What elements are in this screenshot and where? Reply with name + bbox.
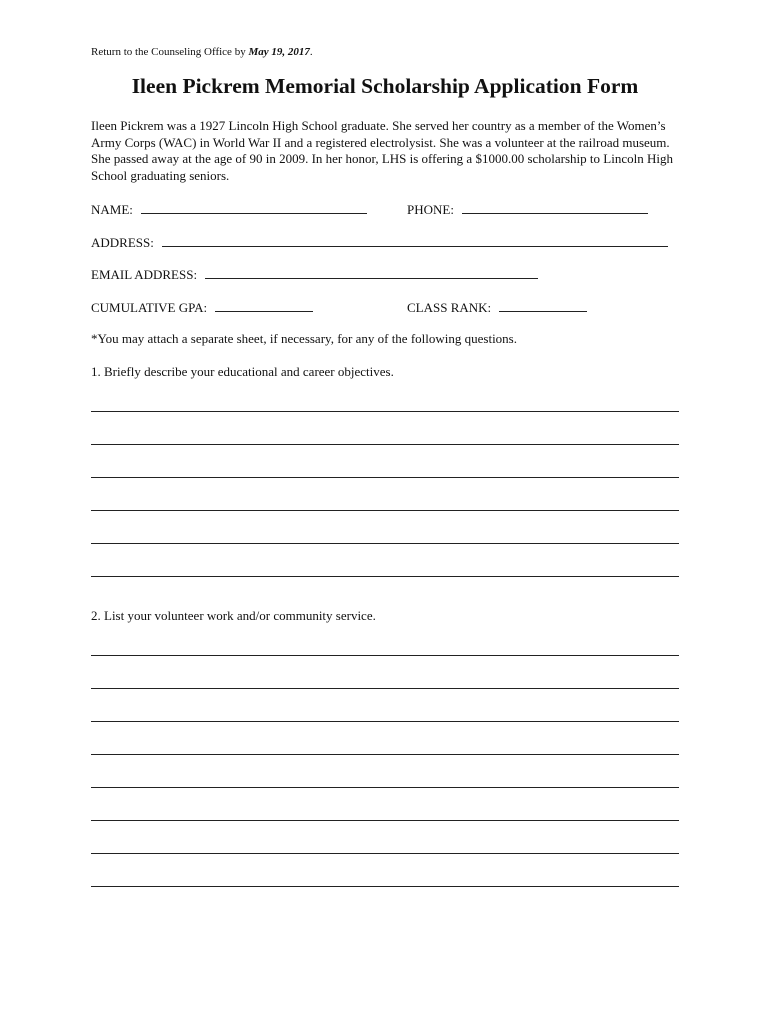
intro-paragraph: Ileen Pickrem was a 1927 Lincoln High School graduate. She served her country as a member of the Women’s Army Corps (WAC) in World War II and a registered electrolysist. She was a volunteer at the railroad museum. She passed away at the age of 90 in 2009. In her honor, LHS is offering a $1000.00 scholarship to Lincoln High School graduating seniors. [91, 118, 673, 183]
name-blank[interactable] [141, 200, 367, 214]
gpa-blank[interactable] [215, 298, 313, 312]
phone-field [407, 200, 648, 218]
form-title: Ileen Pickrem Memorial Scholarship Application Form [131, 74, 639, 98]
gpa-label: CUMULATIVE GPA: [91, 300, 208, 315]
attachment-note: *You may attach a separate sheet, if necessary, for any of the following questions. [91, 331, 517, 346]
return-instructions [91, 46, 313, 58]
class-rank-field [407, 298, 587, 316]
due-date: May 19, 2017 [248, 46, 310, 58]
email-blank[interactable] [205, 265, 538, 279]
answer-line[interactable] [91, 754, 679, 755]
answer-line[interactable] [91, 543, 679, 544]
phone-blank[interactable] [462, 200, 648, 214]
class-rank-blank[interactable] [499, 298, 587, 312]
question-2: 2. List your volunteer work and/or community service. [91, 608, 376, 623]
question-1: 1. Briefly describe your educational and career objectives. [91, 364, 394, 379]
address-label: ADDRESS: [91, 235, 154, 250]
answer-line[interactable] [91, 510, 679, 511]
answer-line[interactable] [91, 411, 679, 412]
answer-line[interactable] [91, 820, 679, 821]
answer-line[interactable] [91, 853, 679, 854]
phone-label: PHONE: [407, 202, 454, 217]
answer-line[interactable] [91, 444, 679, 445]
address-field [91, 233, 668, 251]
answer-line[interactable] [91, 688, 679, 689]
answer-line[interactable] [91, 477, 679, 478]
class-rank-label: CLASS RANK: [407, 300, 492, 315]
answer-line[interactable] [91, 787, 679, 788]
answer-line[interactable] [91, 886, 679, 887]
answer-line[interactable] [91, 721, 679, 722]
email-field [91, 265, 538, 283]
name-label: NAME: [91, 202, 133, 217]
address-blank[interactable] [162, 233, 668, 247]
name-field [91, 200, 367, 218]
answer-line[interactable] [91, 655, 679, 656]
gpa-field [91, 298, 313, 316]
return-suffix: . [309, 46, 313, 58]
email-label: EMAIL ADDRESS: [91, 267, 198, 282]
return-prefix: Return to the Counseling Office by [91, 46, 249, 58]
answer-line[interactable] [91, 576, 679, 577]
